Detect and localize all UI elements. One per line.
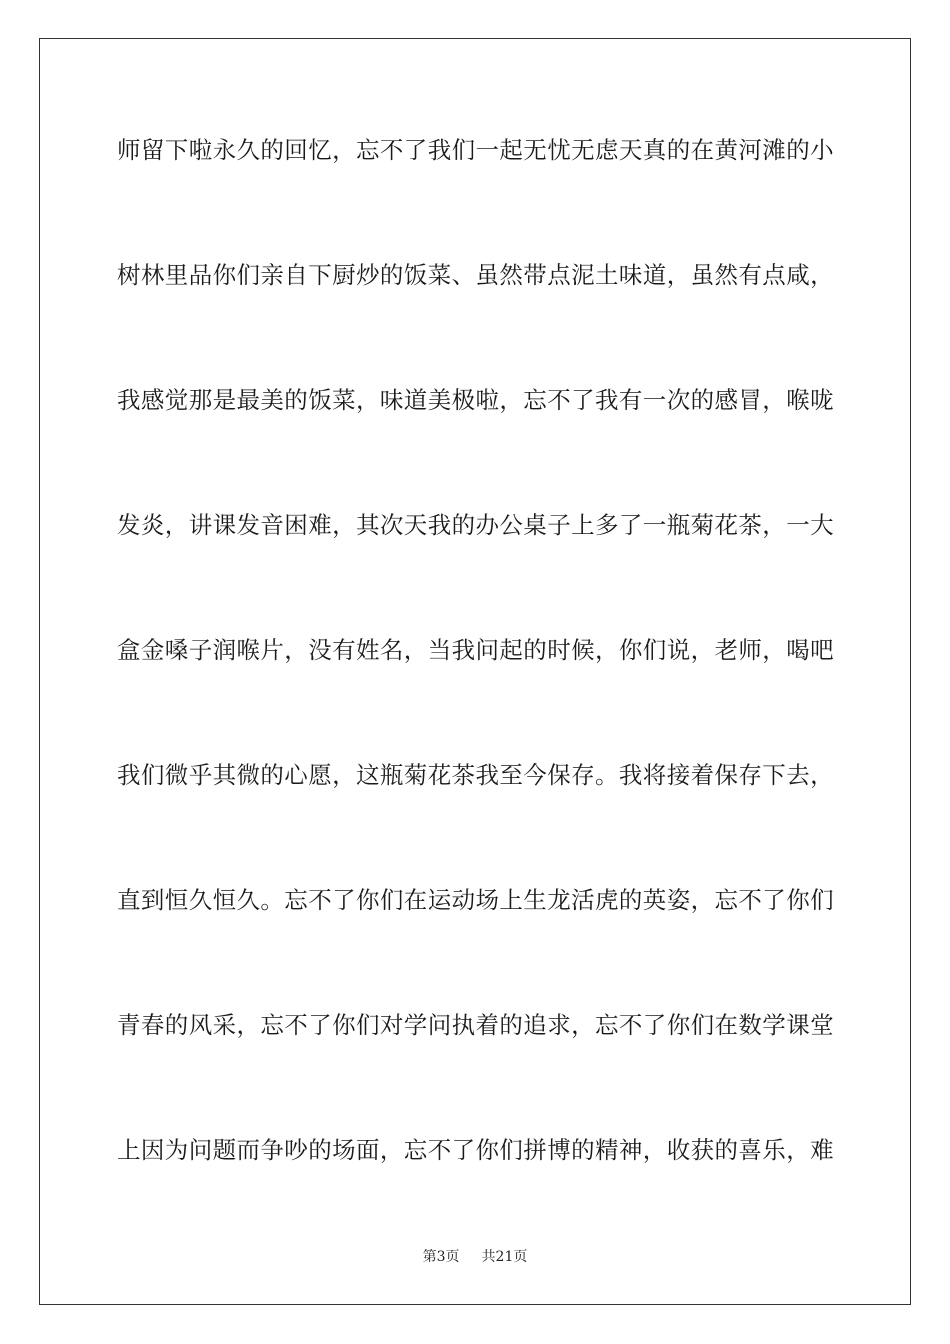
text-line: 师留下啦永久的回忆，忘不了我们一起无忧无虑天真的在黄河滩的小: [117, 136, 834, 164]
text-line: 青春的风采，忘不了你们对学问执着的追求，忘不了你们在数学课堂: [117, 1011, 834, 1039]
text-line: 发炎，讲课发音困难，其次天我的办公桌子上多了一瓶菊花茶，一大: [117, 511, 834, 539]
text-line: 盒金嗓子润喉片，没有姓名，当我问起的时候，你们说，老师，喝吧: [117, 636, 834, 664]
page-footer: [0, 1247, 950, 1267]
text-line: 直到恒久恒久。忘不了你们在运动场上生龙活虎的英姿，忘不了你们: [117, 886, 834, 914]
text-line: 树林里品你们亲自下厨炒的饭菜、虽然带点泥土味道，虽然有点咸，: [117, 261, 834, 289]
total-pages: 共21页: [481, 1249, 528, 1265]
text-line: 上因为问题而争吵的场面，忘不了你们拼博的精神，收获的喜乐，难: [117, 1136, 834, 1164]
text-line: 我们微乎其微的心愿，这瓶菊花茶我至今保存。我将接着保存下去，: [117, 761, 834, 789]
page-number: 第3页: [422, 1249, 460, 1265]
page-border: [39, 38, 911, 1305]
text-line: 我感觉那是最美的饭菜，味道美极啦，忘不了我有一次的感冒，喉咙: [117, 386, 834, 414]
